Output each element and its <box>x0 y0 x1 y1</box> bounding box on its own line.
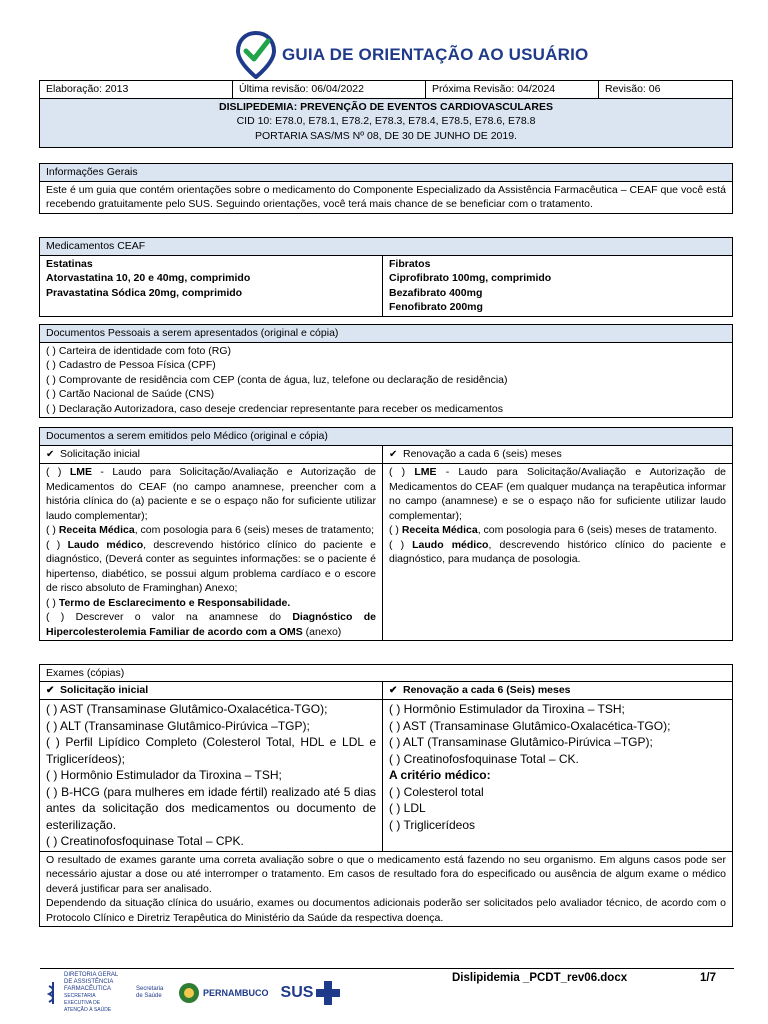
checkbox-item[interactable]: ( ) Carteira de identidade com foto (RG) <box>46 344 231 357</box>
info-section <box>39 163 733 214</box>
footer-page-number: 1/7 <box>700 972 716 984</box>
assistencia-logo: DIRETORIA GERAL DE ASSISTÊNCIA FARMACÊUTICA SECRETARIA EXECUTIVA DE ATENÇÃO À SAÚDE <box>46 972 124 1014</box>
info-heading: Informações Gerais <box>40 164 733 182</box>
meds-section <box>39 237 733 317</box>
checkmark-icon: ✔ <box>46 448 55 460</box>
footer-divider <box>40 968 734 969</box>
exames-note: Dependendo da situação clínica do usuário, exames ou documentos adicionais poderão ser solicitados pelo avaliador técnico, de acordo com o Protocolo Clínico e Diretriz Terapêutica do Ministério da Saúde da respectiva doença. <box>46 897 726 924</box>
meds-heading: Medicamentos CEAF <box>40 238 733 256</box>
doc-item: ( ) Receita Médica, com posologia para 6 (seis) meses de tratamento; <box>46 524 374 536</box>
checkbox-item[interactable]: ( ) Cadastro de Pessoa Física (CPF) <box>46 359 216 371</box>
col-title: Solicitação inicial <box>60 447 140 460</box>
doc-item: ( ) LME - Laudo para Solicitação/Avaliação e Autorização de Medicamentos do CEAF (em qualquer mudança na terapêutica informar no campo (anamnese) e se o espaço não for suficiente utilizar laudo complementar); <box>389 466 726 522</box>
docs-medico-section <box>39 427 733 641</box>
docs-medico-heading: Documentos a serem emitidos pelo Médico (original e cópia) <box>40 428 733 446</box>
exam-item[interactable]: ( ) ALT (Transaminase Glutâmico-Pirúvica –TGP); <box>46 718 310 733</box>
exam-item[interactable]: ( ) ALT (Transaminase Glutâmico-Pirúvica –TGP); <box>389 735 653 749</box>
doc-portaria: PORTARIA SAS/MS Nº 08, DE 30 DE JUNHO DE 2019. <box>255 129 517 142</box>
exam-item[interactable]: ( ) AST (Transaminase Glutâmico-Oxalacética-TGO); <box>389 718 671 733</box>
pernambuco-seal-icon <box>178 982 200 1004</box>
footer-doc-name: Dislipidemia _PCDT_rev06.docx <box>452 972 628 984</box>
col-title: Renovação a cada 6 (Seis) meses <box>403 684 571 696</box>
secretaria-logo: Secretaria de Saúde <box>136 986 164 999</box>
elaboracao: Elaboração: 2013 <box>40 81 233 99</box>
doc-title: DISLIPEDEMIA: PREVENÇÃO DE EVENTOS CARDIOVASCULARES <box>219 100 553 113</box>
exam-item[interactable]: ( ) Hormônio Estimulador da Tiroxina – TSH; <box>389 702 625 716</box>
pernambuco-logo: PERNAMBUCO <box>178 982 269 1004</box>
exam-item[interactable]: ( ) Creatinofosfoquinase Total – CPK. <box>46 834 244 848</box>
sus-logo: SUS <box>281 980 342 1006</box>
med-item: Bezafibrato 400mg <box>389 286 483 299</box>
checkmark-icon: ✔ <box>389 685 398 696</box>
exam-item[interactable]: ( ) LDL <box>389 801 426 815</box>
exam-item[interactable]: ( ) AST (Transaminase Glutâmico-Oxalacética-TGO); <box>46 702 328 716</box>
doc-item: ( ) Laudo médico, descrevendo histórico clínico do paciente e diagnóstico, (Deverá conter as seguintes informações: se o paciente é hipertenso, diabético, se possui algum problema cardíaco e o escore de risco absoluto de Framinghan) Anexo; <box>46 538 376 594</box>
docs-pessoais-section <box>39 324 733 418</box>
info-text: Este é um guia que contém orientações sobre o medicamento do Componente Especializado da Assistência Farmacêutica – CEAF que você está recebendo gratuitamente pelo SUS. Seguindo orientações, você terá mais chance de se beneficiar com o tratamento. <box>40 181 733 213</box>
ultima-revisao: Última revisão: 06/04/2022 <box>233 81 426 99</box>
col-title: Solicitação inicial <box>60 684 149 696</box>
cross-icon <box>315 980 341 1006</box>
checkbox-item[interactable]: ( ) Cartão Nacional de Saúde (CNS) <box>46 388 215 400</box>
med-item: Fenofibrato 200mg <box>389 301 483 313</box>
caduceus-icon <box>46 980 60 1006</box>
exam-item[interactable]: ( ) Triglicerídeos <box>389 817 476 832</box>
exames-note: O resultado de exames garante uma correta avaliação sobre o que o medicamento está fazendo no seu organismo. Em alguns casos pode ser necessário ajustar a dose ou até interromper o tratamento. Em casos de resultado fora do especificado ou ausência de algum exame o médico deverá justificar para ser analisado. <box>46 853 726 895</box>
criterio-label: A critério médico: <box>389 768 491 782</box>
med-item: Pravastatina Sódica 20mg, comprimido <box>46 286 243 299</box>
doc-item: ( ) Descrever o valor na anamnese do Diagnóstico de Hipercolesterolemia Familiar de acordo com a OMS (anexo) <box>46 611 376 638</box>
doc-item: ( ) Laudo médico, descrevendo histórico clínico do paciente e diagnóstico, para mudança de posologia. <box>389 538 726 565</box>
revisao: Revisão: 06 <box>599 81 733 99</box>
exam-item[interactable]: ( ) B-HCG (para mulheres em idade fértil) realizado até 5 dias antes da solicitação dos medicamentos ou documento de esterilização. <box>46 784 376 832</box>
docs-pessoais-heading: Documentos Pessoais a serem apresentados (original e cópia) <box>40 325 733 343</box>
proxima-revisao: Próxima Revisão: 04/2024 <box>426 81 599 99</box>
med-item: Ciprofibrato 100mg, comprimido <box>389 272 552 284</box>
checkbox-item[interactable]: ( ) Declaração Autorizadora, caso deseje credenciar representante para receber os medicamentos <box>46 402 503 415</box>
exam-item[interactable]: ( ) Colesterol total <box>389 784 484 799</box>
doc-cid: CID 10: E78.0, E78.1, E78.2, E78.3, E78.4, E78.5, E78.6, E78.8 <box>236 115 536 127</box>
header-logo <box>236 30 588 80</box>
checkmark-icon: ✔ <box>46 685 55 696</box>
med-item: Atorvastatina 10, 20 e 40mg, comprimido <box>46 272 251 284</box>
header-title: GUIA DE ORIENTAÇÃO AO USUÁRIO <box>282 45 589 64</box>
meta-table <box>39 80 733 148</box>
location-check-icon <box>236 31 276 79</box>
exames-heading: Exames (cópias) <box>40 665 733 682</box>
meds-col1-title: Estatinas <box>46 257 93 270</box>
exames-section <box>39 664 733 927</box>
exam-item[interactable]: ( ) Perfil Lipídico Completo (Colesterol Total, HDL e LDL e Triglicerídeos); <box>46 735 376 766</box>
doc-item: ( ) Termo de Esclarecimento e Responsabilidade. <box>46 596 291 609</box>
col-title: Renovação a cada 6 (seis) meses <box>403 447 562 460</box>
checkbox-item[interactable]: ( ) Comprovante de residência com CEP (conta de água, luz, telefone ou declaração de residência) <box>46 373 508 386</box>
exam-item[interactable]: ( ) Creatinofosfoquinase Total – CK. <box>389 751 579 766</box>
exam-item[interactable]: ( ) Hormônio Estimulador da Tiroxina – TSH; <box>46 768 282 782</box>
checkmark-icon: ✔ <box>389 448 398 460</box>
doc-item: ( ) Receita Médica, com posologia para 6 (seis) meses de tratamento. <box>389 524 717 536</box>
footer-logos <box>46 972 341 1014</box>
meds-col2-title: Fibratos <box>389 257 431 270</box>
doc-item: ( ) LME - Laudo para Solicitação/Avaliação e Autorização de Medicamentos do CEAF (no campo anamnese, preencher com a história clínica do (a) paciente e se o espaço não for suficiente utilizar laudo complementar); <box>46 466 377 522</box>
